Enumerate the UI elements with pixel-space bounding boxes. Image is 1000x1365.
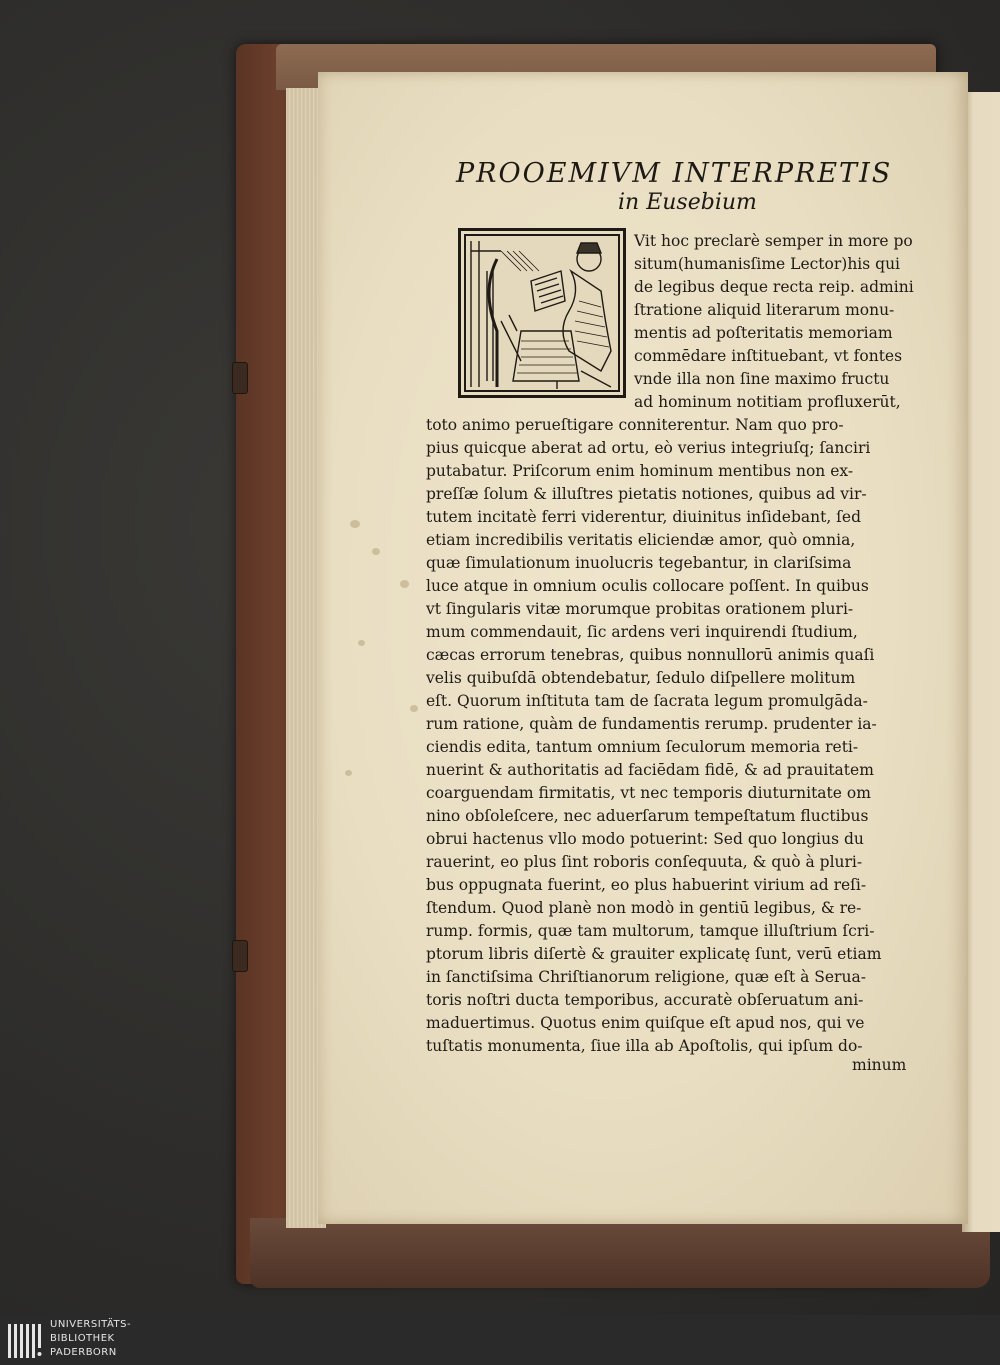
text-line: rauerint, eo plus ſint roboris conſequuta, & quò à pluri-: [426, 853, 863, 871]
foxing-spot: [400, 580, 409, 588]
text-line: luce atque in omnium oculis collocare poſſent. In quibus: [426, 577, 869, 595]
clasp-lower: [232, 940, 248, 972]
catchword: minum: [852, 1056, 907, 1074]
text-line: mum commendauit, ſic ardens veri inquirendi ſtudium,: [426, 623, 858, 641]
woodcut-initial-q: [458, 228, 626, 398]
text-line: coarguendam firmitatis, vt nec temporis diuturnitate om: [426, 784, 871, 802]
library-name-line3: PADERBORN: [50, 1347, 117, 1358]
woodcut-scribe-illustration: [461, 231, 623, 395]
text-line: rump. formis, quæ tam multorum, tamque illuſtrium ſcri-: [426, 922, 875, 940]
text-line: quæ ſimulationum inuolucris tegebantur, in clariſsima: [426, 554, 852, 572]
text-line: rum ratione, quàm de fundamentis rerump. prudenter ia-: [426, 715, 877, 733]
text-line: preſſæ ſolum & illuſtres pietatis notiones, quibus ad vir-: [426, 485, 867, 503]
foxing-spot: [372, 548, 380, 555]
text-line: obrui hactenus vllo modo potuerint: Sed quo longius du: [426, 830, 864, 848]
foxing-spot: [350, 520, 360, 528]
library-name: [50, 1318, 131, 1360]
text-line: nuerint & authoritatis ad faciēdam fidē, & ad prauitatem: [426, 761, 874, 779]
page-title: PROOEMIVM INTERPRETIS: [456, 158, 893, 189]
text-line: eſt. Quorum inſtituta tam de ſacrata legum promulgāda-: [426, 692, 868, 710]
text-line: in ſanctiſsima Chriſtianorum religione, quæ eſt à Serua-: [426, 968, 866, 986]
text-line: ptorum libris diſertè & grauiter explicatę ſunt, verū etiam: [426, 945, 882, 963]
text-line: mentis ad poſteritatis memoriam: [634, 324, 893, 342]
library-logo-icon: [6, 1320, 46, 1362]
text-line: commēdare inſtituebant, vt fontes: [634, 347, 903, 365]
clasp-upper: [232, 362, 248, 394]
text-line: de legibus deque recta reip. admini: [634, 278, 914, 296]
text-line: ſtratione aliquid literarum monu-: [634, 301, 895, 319]
library-name-line1: UNIVERSITÄTS-: [50, 1319, 132, 1330]
text-line: toris noſtri ducta temporibus, accuratè obſeruatum ani-: [426, 991, 864, 1009]
text-line: velis quibuſdā obtendebatur, ſedulo diſpellere molitum: [426, 669, 856, 687]
text-line: vnde illa non ſine maximo fructu: [634, 370, 890, 388]
text-line: tutem incitatè ferri viderentur, diuinitus inſidebant, ſed: [426, 508, 862, 526]
text-line: ciendis edita, tantum omnium ſeculorum memoria reti-: [426, 738, 859, 756]
text-line: Vit hoc preclarè semper in more po: [634, 232, 913, 250]
text-line: situm(humanisſime Lector)his qui: [634, 255, 901, 273]
text-line: bus oppugnata fuerint, eo plus habuerint virium ad reſi-: [426, 876, 867, 894]
text-line: pius quicque aberat ad ortu, eò verius integriuſq; ſanciri: [426, 439, 871, 457]
foxing-spot: [358, 640, 365, 646]
cover-bottom-edge: [250, 1218, 990, 1288]
text-line: ad hominum notitiam profluxerūt,: [634, 393, 901, 411]
text-line: cæcas errorum tenebras, quibus nonnullorū animis quaſi: [426, 646, 875, 664]
library-name-line2: BIBLIOTHEK: [50, 1333, 115, 1344]
text-line: etiam incredibilis veritatis eliciendæ amor, quò omnia,: [426, 531, 856, 549]
foxing-spot: [410, 705, 418, 712]
library-footer: [0, 1315, 1000, 1365]
text-line: ſtendum. Quod planè non modò in gentiū legibus, & re-: [426, 899, 862, 917]
page-subtitle: in Eusebium: [618, 190, 757, 215]
text-line: vt ſingularis vitæ morumque probitas orationem pluri-: [426, 600, 854, 618]
foxing-spot: [345, 770, 352, 776]
text-line: nino obſoleſcere, nec aduerſarum tempeſtatum fluctibus: [426, 807, 869, 825]
text-line: maduertimus. Quotus enim quiſque eſt apud nos, qui ve: [426, 1014, 865, 1032]
text-line: putabatur. Priſcorum enim hominum mentibus non ex-: [426, 462, 854, 480]
text-line: toto animo perueſtigare conniterentur. Nam quo pro-: [426, 416, 844, 434]
text-line: tuſtatis monumenta, ſiue illa ab Apoſtolis, qui ipſum do-: [426, 1037, 863, 1055]
